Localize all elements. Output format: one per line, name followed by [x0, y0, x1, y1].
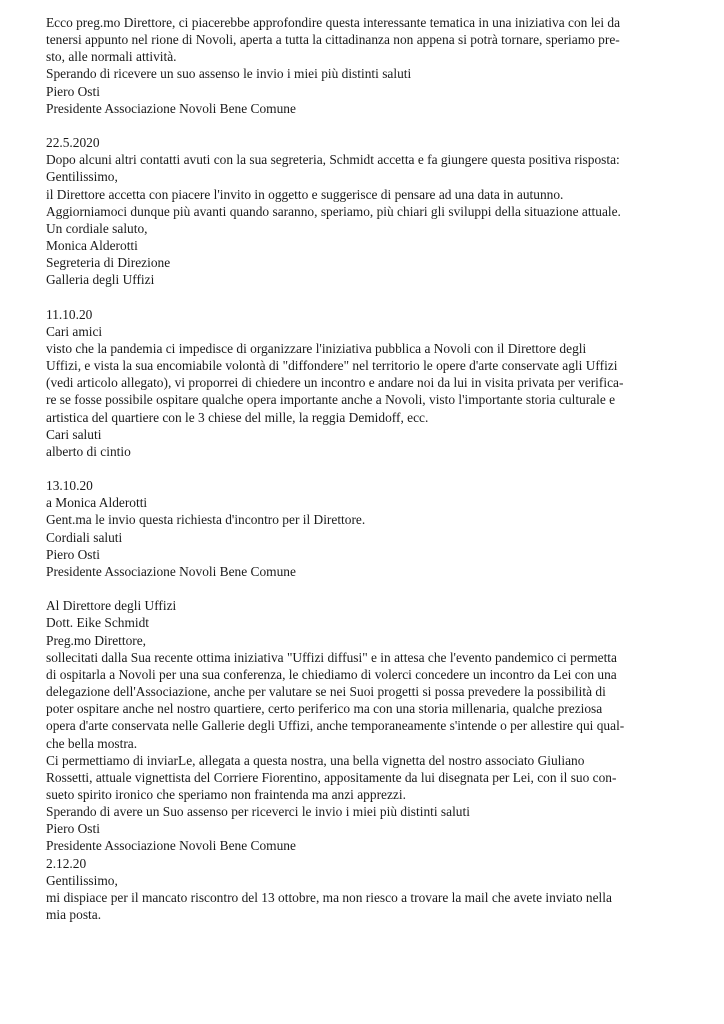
text-line: mi dispiace per il mancato riscontro del 13 ottobre, ma non riesco a trovare la mail che avete inviato nella [46, 889, 612, 905]
text-line: Gentilissimo, [46, 169, 118, 185]
entry-date: 22.5.2020 [46, 135, 100, 151]
text-line: visto che la pandemia ci impedisce di organizzare l'iniziativa pubblica a Novoli con il Direttore degli [46, 340, 587, 356]
paragraph-gap [46, 460, 676, 477]
recipient: Al Direttore degli Uffizi [46, 598, 177, 614]
text-line: re se fosse possibile ospitare qualche opera importante anche a Novoli, visto l'importante storia culturale e [46, 392, 616, 408]
entry-date: 13.10.20 [46, 478, 93, 494]
salutation: Gentilissimo, [46, 872, 118, 888]
text-line: di ospitarla a Novoli per una sua conferenza, le chiediamo di volerci concedere un incontro da Lei con una [46, 666, 617, 682]
text-line: poter ospitare anche nel nostro quartiere, certo periferico ma con una storia millenaria, qualche preziosa [46, 701, 603, 717]
entry-11-10-20 [46, 306, 676, 460]
document-page [46, 14, 676, 923]
text-line: Sperando di avere un Suo assenso per riceverci le invio i miei più distinti saluti [46, 804, 470, 820]
entry-13-10-20 [46, 477, 676, 580]
entry-22-5-2020 [46, 134, 676, 288]
signature-title: Segreteria di Direzione [46, 255, 171, 271]
text-line: tenersi appunto nel rione di Novoli, aperta a tutta la cittadinanza non appena si potrà tornare, speriamo pre- [46, 32, 620, 48]
text-line: sollecitati dalla Sua recente ottima iniziativa "Uffizi diffusi" e in attesa che l'evento pandemico ci permetta [46, 649, 617, 665]
text-line: il Direttore accetta con piacere l'invito in oggetto e suggerisce di pensare ad una data in autunno. [46, 186, 564, 202]
signature-name: Piero Osti [46, 546, 100, 562]
signature-name: Piero Osti [46, 821, 100, 837]
paragraph-gap [46, 580, 676, 597]
text-line: sto, alle normali attività. [46, 49, 177, 65]
signature-name: alberto di cintio [46, 443, 131, 459]
text-line: Sperando di ricevere un suo assenso le invio i miei più distinti saluti [46, 66, 412, 82]
signature-title: Presidente Associazione Novoli Bene Comune [46, 100, 296, 116]
text-line: Gent.ma le invio questa richiesta d'incontro per il Direttore. [46, 512, 366, 528]
text-line: che bella mostra. [46, 735, 138, 751]
entry-date: 11.10.20 [46, 306, 93, 322]
text-line: artistica del quartiere con le 3 chiese del mille, la reggia Demidoff, ecc. [46, 409, 429, 425]
signature-org: Galleria degli Uffizi [46, 272, 155, 288]
text-line: mia posta. [46, 907, 102, 923]
text-line: Dopo alcuni altri contatti avuti con la sua segreteria, Schmidt accetta e fa giungere questa positiva risposta: [46, 152, 620, 168]
signature-title: Presidente Associazione Novoli Bene Comune [46, 563, 296, 579]
salutation: Cari amici [46, 323, 103, 339]
text-line: opera d'arte conservata nelle Gallerie degli Uffizi, anche temporaneamente s'intende o per allestire qui qual- [46, 718, 625, 734]
text-line: Un cordiale saluto, [46, 220, 148, 236]
text-line: Ci permettiamo di inviarLe, allegata a questa nostra, una bella vignetta del nostro associato Giuliano [46, 752, 585, 768]
text-line: delegazione dell'Associazione, anche per valutare se nei Suoi progetti si possa prevedere la possibilità di [46, 684, 606, 700]
text-line: Ecco preg.mo Direttore, ci piacerebbe approfondire questa interessante tematica in una iniziativa con lei da [46, 15, 621, 30]
signature-name: Monica Alderotti [46, 238, 138, 254]
entry-date: 2.12.20 [46, 855, 87, 871]
text-line: Aggiorniamoci dunque più avanti quando saranno, speriamo, più chiari gli sviluppi della situazione attuale. [46, 203, 621, 219]
recipient: a Monica Alderotti [46, 495, 148, 511]
letter-to-director [46, 597, 676, 923]
text-line: (vedi articolo allegato), vi proporrei di chiedere un incontro e andare noi da lui in visita privata per verifica- [46, 375, 624, 391]
letter-closing-block [46, 14, 676, 117]
recipient-name: Dott. Eike Schmidt [46, 615, 150, 631]
paragraph-gap [46, 117, 676, 134]
text-line: Cordiali saluti [46, 529, 123, 545]
text-line: Rossetti, attuale vignettista del Corriere Fiorentino, appositamente da lui disegnata per Lei, con il suo con- [46, 769, 617, 785]
text-line: Uffizi, e vista la sua encomiabile volontà di "diffondere" nel territorio le opere d'arte conservate agli Uffizi [46, 358, 618, 374]
text-line: sueto spirito ironico che speriamo non fraintenda ma anzi apprezzi. [46, 786, 406, 802]
salutation: Preg.mo Direttore, [46, 632, 147, 648]
text-line: Cari saluti [46, 426, 102, 442]
signature-title: Presidente Associazione Novoli Bene Comune [46, 838, 296, 854]
paragraph-gap [46, 288, 676, 305]
signature-name: Piero Osti [46, 83, 100, 99]
